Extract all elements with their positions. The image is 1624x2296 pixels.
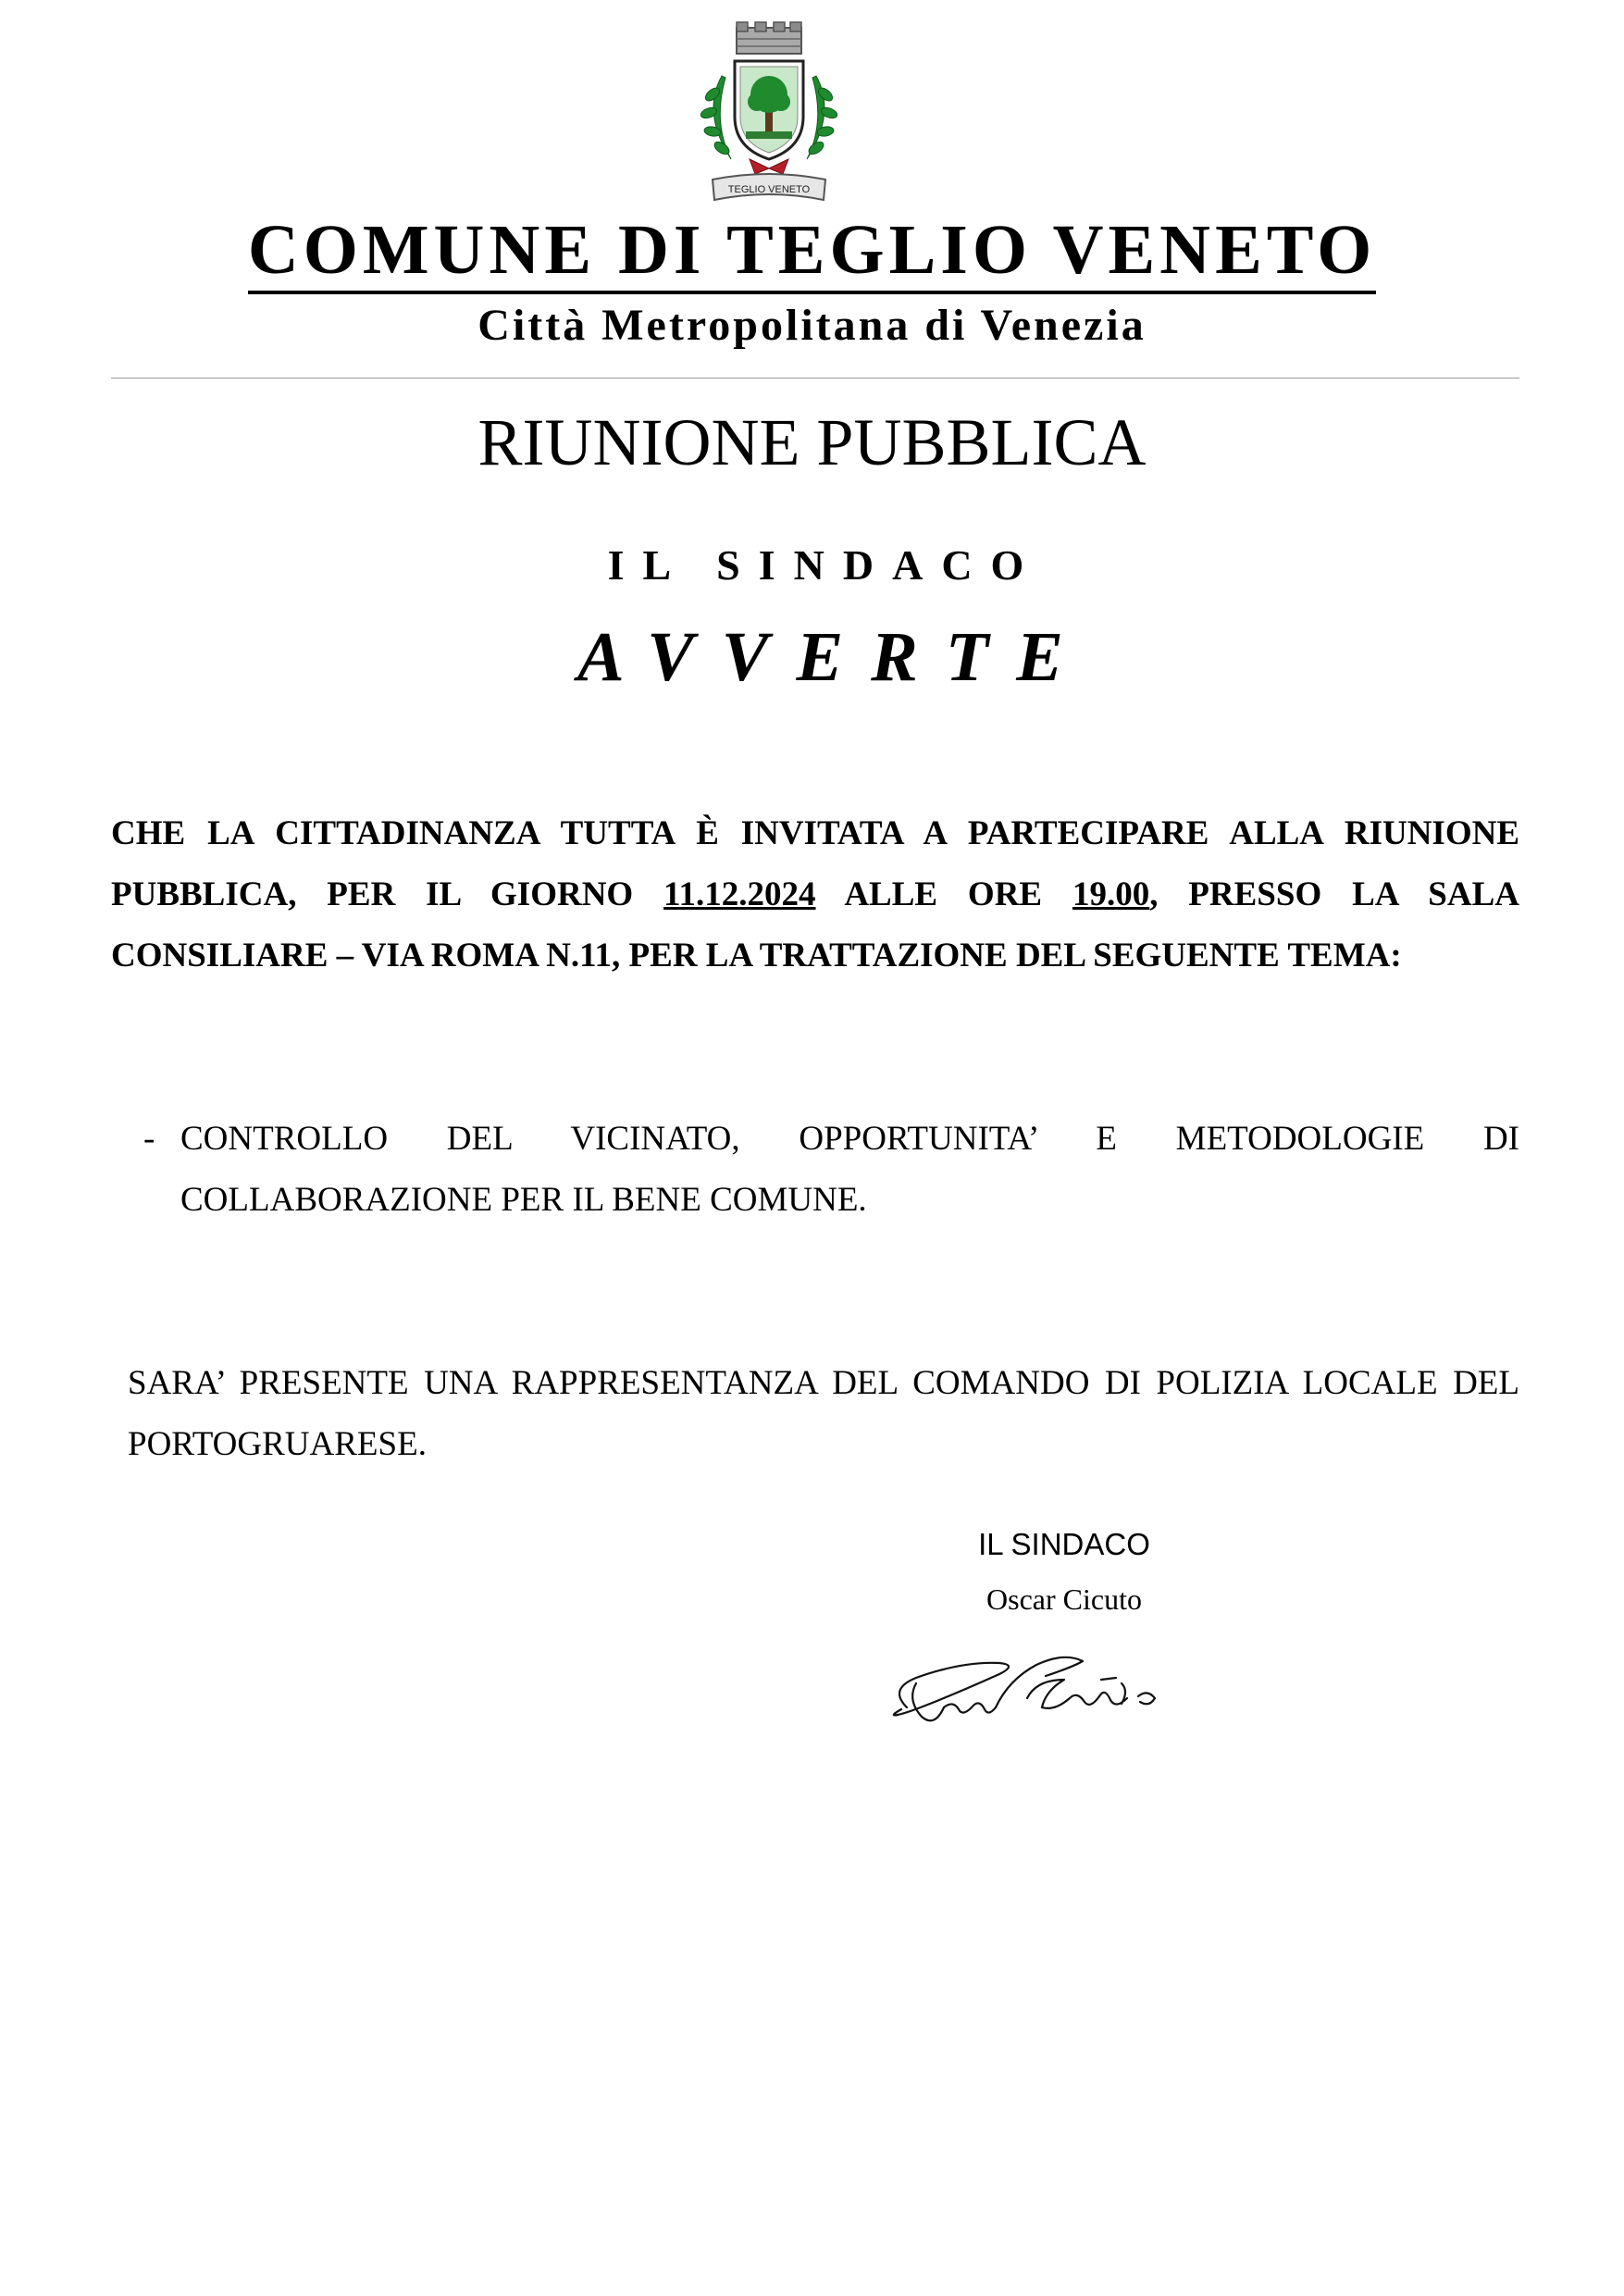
mayor-heading: IL SINDACO xyxy=(607,541,1043,589)
signature-role: IL SINDACO xyxy=(978,1527,1150,1561)
invitation-paragraph xyxy=(111,803,1519,987)
province-name: Città Metropolitana di Venezia xyxy=(477,301,1147,350)
meeting-date: 11.12.2024 xyxy=(663,875,816,913)
meeting-time: 19.00 xyxy=(1072,875,1150,913)
crest-banner xyxy=(713,174,825,200)
topic-line-1: CONTROLLO DEL VICINATO, OPPORTUNITA’ E METODOLOGIE DI xyxy=(180,1120,1519,1158)
invitation-text-2: ALLE ORE xyxy=(815,875,1072,913)
warns-heading: AVVERTE xyxy=(577,618,1091,696)
document-title: RIUNIONE PUBBLICA xyxy=(477,405,1147,479)
ribbon-icon xyxy=(750,159,788,174)
crest-label: TEGLIO VENETO xyxy=(727,184,811,195)
police-note: SARA’ PRESENTE UNA RAPPRESENTANZA DEL COMANDO DI POLIZIA LOCALE DEL PORTOGRUARESE. xyxy=(128,1364,1519,1463)
list-dash: - xyxy=(143,1120,155,1158)
municipality-name xyxy=(0,211,1624,294)
topic-list-item xyxy=(143,1109,1519,1231)
signatory-name: Oscar Cicuto xyxy=(986,1582,1142,1616)
header-divider xyxy=(111,378,1519,379)
municipal-crest-logo xyxy=(685,20,853,205)
handwritten-signature xyxy=(879,1643,1194,1735)
municipality-name-text: COMUNE DI TEGLIO VENETO xyxy=(248,215,1376,294)
crown-icon xyxy=(737,22,801,54)
invitation-text-3: , PRESSO LA SALA CONSILIARE – VIA ROMA N.11, PER LA TRATTAZIONE DEL SEGUENTE TEMA: xyxy=(111,875,1519,974)
topic-line-2: COLLABORAZIONE PER IL BENE COMUNE. xyxy=(180,1181,867,1219)
shield-icon xyxy=(735,61,803,159)
invitation-text-1: CHE LA CITTADINANZA TUTTA È INVITATA A PARTECIPARE ALLA RIUNIONE PUBBLICA, PER IL GIORNO xyxy=(111,814,1519,913)
